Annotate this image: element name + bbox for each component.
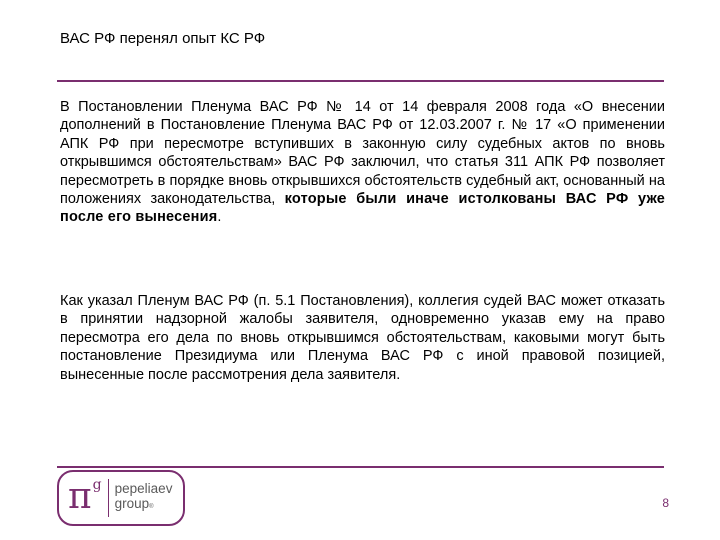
- paragraph-1-emphasis: которые были иначе истолкованы ВАС РФ уже после его вынесения: [60, 191, 665, 226]
- top-divider: [57, 80, 664, 82]
- paragraph-1: [60, 98, 665, 227]
- logo-superscript: g: [92, 477, 102, 493]
- logo-line-1: pepeliaev: [114, 481, 173, 496]
- page-number: 8: [662, 496, 669, 510]
- paragraph-1-end: .: [217, 209, 222, 226]
- bottom-divider: [57, 466, 664, 468]
- logo-registered-mark: ®: [149, 504, 154, 510]
- logo-line-2: [115, 496, 173, 515]
- logo-wordmark: [115, 481, 173, 515]
- paragraph-1-text: В Постановлении Пленума ВАС РФ № 14 от 14 февраля 2008 года «О внесении дополнений в Постановление Пленума ВАС РФ от 12.03.2007 г. № 17 «О применении АПК РФ при пересмотре вступивших в законную силу судебных актов по вновь открывшимся обстоятельствам» ВАС РФ заключил, что статья 311 АПК РФ позволяет пересмотреть в порядке вновь открывшихся обстоятельств судебный акт, основанный на положениях законодательства,: [60, 99, 665, 208]
- logo-pi-symbol: π: [68, 476, 92, 517]
- paragraph-2: Как указал Пленум ВАС РФ (п. 5.1 Постановления), коллегия судей ВАС может отказать в принятии надзорной жалобы заявителя, одновременно указав ему на право пересмотра его дела по вновь открывшимся обстоятельствам, каковыми могут быть постановление Президиума или Пленума ВАС РФ с иной правовой позицией, вынесенные после рассмотрения дела заявителя.: [60, 293, 665, 383]
- logo-line-2-text: group: [114, 496, 150, 511]
- company-logo: [57, 470, 185, 526]
- logo-divider: [108, 479, 109, 517]
- slide-title: ВАС РФ перенял опыт КС РФ: [60, 30, 266, 47]
